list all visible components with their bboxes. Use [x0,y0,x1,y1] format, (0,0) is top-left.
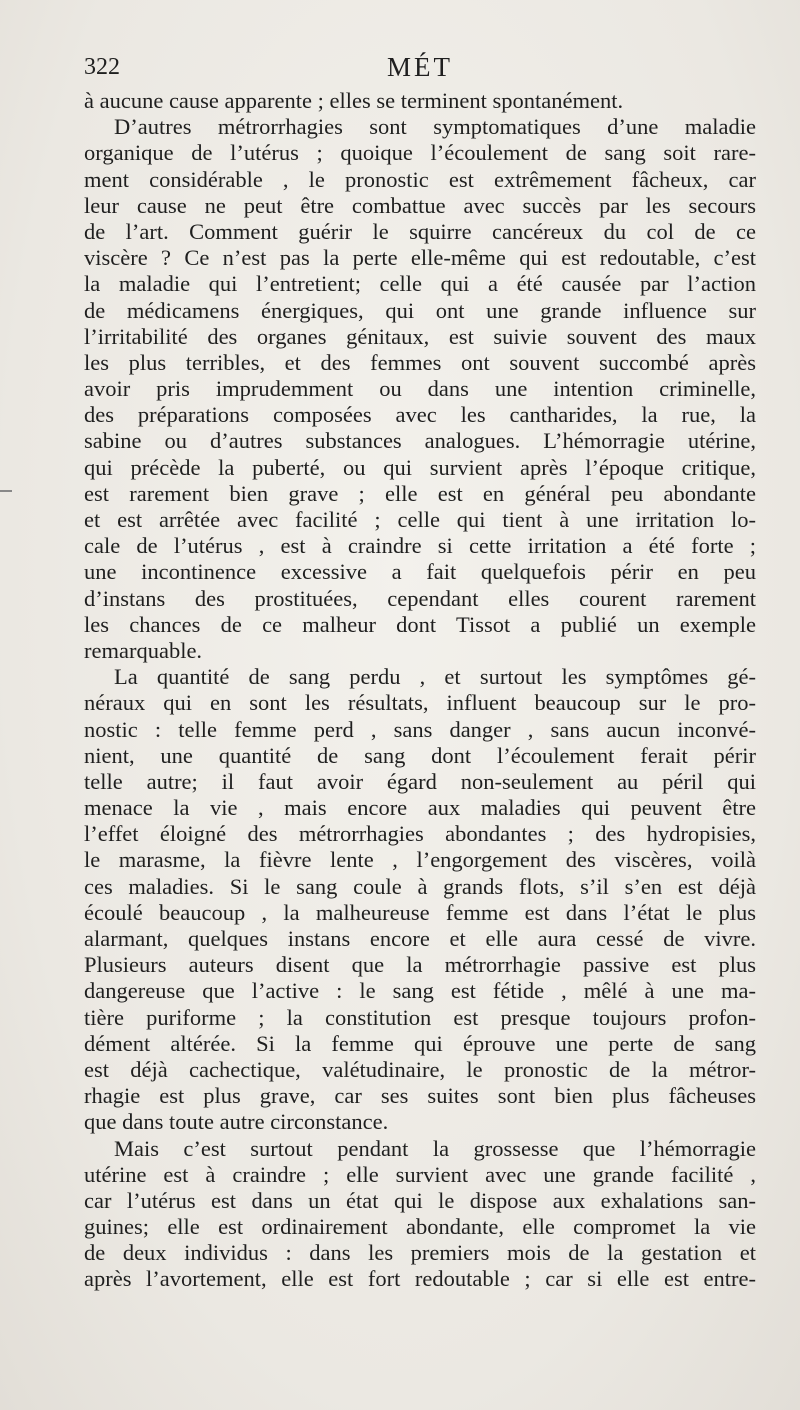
text-line: des préparations composées avec les cantharides, la rue, la [84,402,756,428]
page-header [84,50,756,84]
text-line: une incontinence excessive a fait quelquefois périr en peu [84,559,756,585]
text-line: qui précède la puberté, ou qui survient après l’époque critique, [84,454,756,480]
text-line: alarmant, quelques instans encore et elle aura cessé de vivre. [84,926,756,951]
text-line: d’instans des prostituées, cependant elles courent rarement [84,585,756,611]
text-line: viscère ? Ce n’est pas la perte elle-même qui est redoutable, c’est [84,245,756,271]
text-line: la maladie qui l’entretient; celle qui a été causée par l’action [84,271,756,297]
margin-dash [0,490,12,492]
text-line: ces maladies. Si le sang coule à grands flots, s’il s’en est déjà [84,873,756,899]
text-line: néraux qui en sont les résultats, influent beaucoup sur le pro- [84,690,756,716]
text-line: nient, une quantité de sang dont l’écoulement ferait périr [84,742,756,768]
text-line: dangereuse que l’active : le sang est fétide , mêlé à une ma- [84,978,756,1004]
text-line: nostic : telle femme perd , sans danger , sans aucun inconvé- [84,716,756,742]
text-line: D’autres métrorrhagies sont symptomatiques d’une maladie [114,114,756,140]
text-line: est rarement bien grave ; elle est en général peu abondante [84,480,756,506]
text-line: le marasme, la fièvre lente , l’engorgement des viscères, voilà [84,847,756,873]
text-line: et est arrêtée avec facilité ; celle qui tient à une irritation lo- [84,507,756,532]
text-line: est déjà cachectique, valétudinaire, le pronostic de la métror- [84,1056,756,1082]
body-text [84,88,756,1293]
text-line: l’irritabilité des organes génitaux, est suivie souvent des maux [84,323,756,349]
text-line: organique de l’utérus ; quoique l’écoulement de sang soit rare- [84,140,756,166]
text-line: utérine est à craindre ; elle survient avec une grande facilité , [84,1161,756,1187]
text-line: les chances de ce malheur dont Tissot a publié un exemple [84,611,756,637]
text-line: La quantité de sang perdu , et surtout les symptômes gé- [114,664,756,690]
text-line: sabine ou d’autres substances analogues. L’hémorragie utérine, [84,428,756,454]
text-line: l’effet éloigné des métrorrhagies abondantes ; des hydropisies, [84,821,756,847]
text-line: Mais c’est surtout pendant la grossesse que l’hémorragie [114,1135,756,1161]
text-line: avoir pris imprudemment ou dans une intention criminelle, [84,376,756,402]
text-line: tière puriforme ; la constitution est presque toujours profon- [84,1004,756,1030]
text-line: de deux individus : dans les premiers mois de la gestation et [84,1240,756,1266]
text-line: que dans toute autre circonstance. [84,1109,389,1135]
page-number: 322 [84,54,120,80]
text-line: après l’avortement, elle est fort redoutable ; car si elle est entre- [84,1266,756,1292]
text-line: dément altérée. Si la femme qui éprouve une perte de sang [84,1030,756,1056]
text-line: rhagie est plus grave, car ses suites sont bien plus fâcheuses [84,1083,756,1109]
text-line: Plusieurs auteurs disent que la métrorrhagie passive est plus [84,952,756,978]
text-line: de médicamens énergiques, qui ont une grande influence sur [84,297,756,323]
running-head: MÉT [387,52,453,82]
text-line: menace la vie , mais encore aux maladies qui peuvent être [84,795,756,821]
text-line: leur cause ne peut être combattue avec succès par les secours [84,192,756,218]
text-line: de l’art. Comment guérir le squirre cancéreux du col de ce [84,218,756,244]
text-line: les plus terribles, et des femmes ont souvent succombé après [84,349,756,375]
text-line: guines; elle est ordinairement abondante, elle compromet la vie [84,1214,756,1240]
text-line: ment considérable , le pronostic est extrêmement fâcheux, car [84,166,756,192]
text-line: telle autre; il faut avoir égard non-seulement au péril qui [84,768,756,794]
text-line: remarquable. [84,637,203,663]
text-line: cale de l’utérus , est à craindre si cette irritation a été forte ; [84,533,756,559]
text-line: car l’utérus est dans un état qui le dispose aux exhalations san- [84,1187,756,1213]
text-line: écoulé beaucoup , la malheureuse femme est dans l’état le plus [84,899,756,925]
text-line: à aucune cause apparente ; elles se terminent spontanément. [84,88,624,113]
